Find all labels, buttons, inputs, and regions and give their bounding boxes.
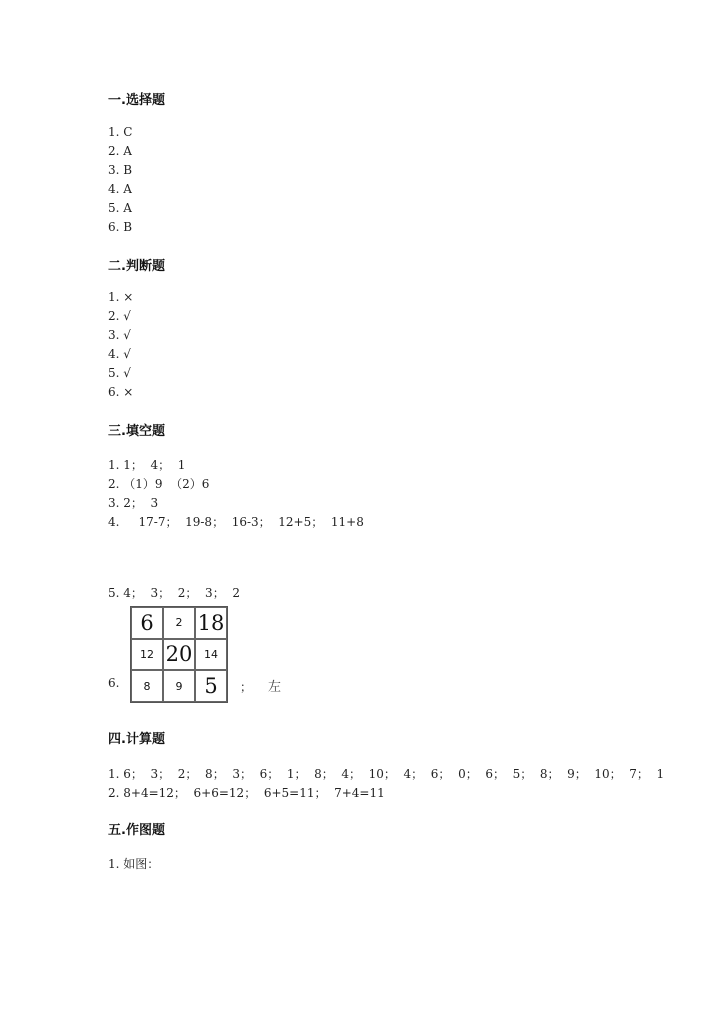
fill-answer-6-label: 6. — [108, 676, 120, 690]
section-title-calculation: 四.计算题 — [108, 732, 165, 747]
fill-answer-6-separator: ； — [240, 680, 253, 694]
grid-cell: 2 — [163, 607, 195, 639]
grid-cell: 5 — [195, 670, 227, 702]
fill-answer-4: 4. 17-7； 19-8； 16-3； 12+5； 11+8 — [108, 515, 364, 529]
fill-answer-2: 2. （1）9 （2）6 — [108, 477, 210, 491]
section-title-judgement: 二.判断题 — [108, 259, 165, 274]
choice-answer-2: 2. A — [108, 144, 132, 158]
choice-answer-3: 3. B — [108, 163, 133, 177]
fill-answer-3: 3. 2； 3 — [108, 496, 159, 510]
choice-answer-1: 1. C — [108, 125, 133, 139]
section-title-choice: 一.选择题 — [108, 93, 165, 108]
judgement-answer-4: 4. √ — [108, 347, 131, 361]
grid-cell: 6 — [131, 607, 163, 639]
grid-cell: 8 — [131, 670, 163, 702]
grid-cell: 12 — [131, 639, 163, 671]
choice-answer-4: 4. A — [108, 182, 132, 196]
judgement-answer-3: 3. √ — [108, 328, 131, 342]
section-title-drawing: 五.作图题 — [108, 823, 165, 838]
judgement-answer-1: 1. × — [108, 290, 134, 304]
choice-answer-6: 6. B — [108, 220, 133, 234]
judgement-answer-5: 5. √ — [108, 366, 131, 380]
judgement-answer-6: 6. × — [108, 385, 134, 399]
calc-answer-1: 1. 6； 3； 2； 8； 3； 6； 1； 8； 4； 10； 4； 6； 0； 6； 5； 8； 9； 10； 7； 1 — [108, 767, 665, 781]
number-grid — [130, 606, 228, 703]
fill-answer-1: 1. 1； 4； 1 — [108, 458, 186, 472]
fill-answer-5: 5. 4； 3； 2； 3； 2 — [108, 586, 240, 600]
section-title-fill-blank: 三.填空题 — [108, 424, 165, 439]
grid-cell: 18 — [195, 607, 227, 639]
fill-answer-6-direction: 左 — [268, 680, 282, 695]
drawing-answer-1: 1. 如图： — [108, 857, 160, 871]
judgement-answer-2: 2. √ — [108, 309, 131, 323]
calc-answer-2: 2. 8+4=12； 6+6=12； 6+5=11； 7+4=11 — [108, 786, 385, 800]
grid-cell: 20 — [163, 639, 195, 671]
grid-cell: 9 — [163, 670, 195, 702]
choice-answer-5: 5. A — [108, 201, 132, 215]
grid-cell: 14 — [195, 639, 227, 671]
